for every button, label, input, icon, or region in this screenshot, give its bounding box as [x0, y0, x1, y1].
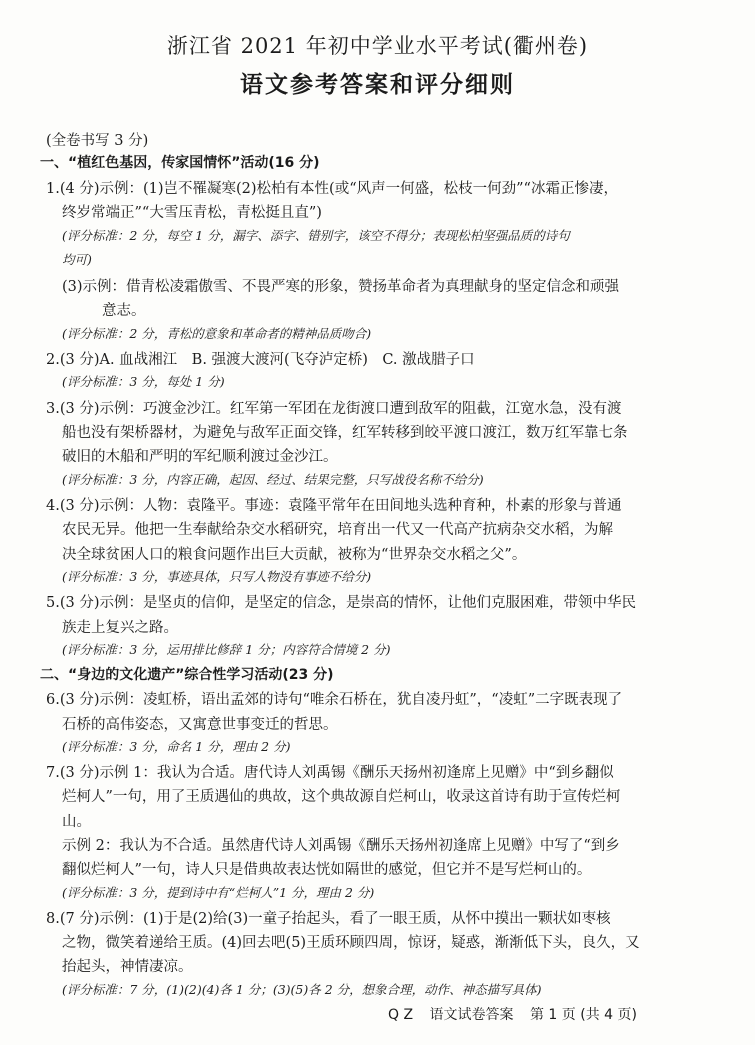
q7-example2-line-1: 示例 2：我认为不合适。虽然唐代诗人刘禹锡《酬乐天扬州初逢席上见赠》中写了“到乡	[62, 838, 620, 854]
q1-part3-standard: (评分标准：2 分，青松的意象和革命者的精神品质吻合)	[62, 326, 372, 341]
q4-line-3: 决全球贫困人口的粮食问题作出巨大贡献，被称为“世界杂交水稻之父”。	[62, 547, 527, 563]
overall-note: (全卷书写 3 分)	[46, 133, 149, 149]
q4-line-1: 4.(3 分)示例：人物：袁隆平。事迹：袁隆平常年在田间地头选种育种，朴素的形象与普通	[46, 498, 622, 514]
q1-standard-2: 均可)	[62, 252, 92, 267]
q1-line-2: 终岁常端正”“大雪压青松，青松挺且直”)	[62, 205, 322, 221]
q1-standard-1: (评分标准：2 分，每空 1 分，漏字、添字、错别字，该空不得分；表现松柏坚强品质的诗句	[62, 228, 570, 243]
q7-standard: (评分标准：3 分，提到诗中有“烂柯人”1 分，理由 2 分)	[62, 885, 375, 900]
footer-doc-name: 语文试卷答案	[429, 1007, 514, 1023]
q4-line-2: 农民无异。他把一生奉献给杂交水稻研究，培育出一代又一代高产抗病杂交水稻，为解	[62, 522, 613, 538]
footer-page-number: 第 1 页 (共 4 页)	[529, 1007, 637, 1023]
q8-line-2: 之物，微笑着递给王质。(4)回去吧(5)王质环顾四周，惊讶，疑惑，渐渐低下头，良久，又	[62, 935, 640, 951]
q7-line-2: 烂柯人”一句，用了王质遇仙的典故，这个典故源自烂柯山，收录这首诗有助于宣传烂柯	[62, 789, 621, 805]
section-heading-1: 一、“植红色基因，传家国情怀”活动(16 分)	[40, 155, 320, 171]
q3-line-2: 船也没有架桥器材，为避免与敌军正面交锋，红军转移到皎平渡口渡江，数万红军靠七条	[62, 425, 628, 441]
footer-code: Q Z	[388, 1007, 414, 1023]
section-heading-2: 二、“身边的文化遗产”综合性学习活动(23 分)	[40, 667, 334, 683]
q5-line-2: 族走上复兴之路。	[62, 620, 178, 636]
q7-example2-line-2: 翻似烂柯人”一句，诗人只是借典故表达恍如隔世的感觉，但它并不是写烂柯山的。	[62, 862, 592, 878]
q1-line-1: 1.(4 分)示例：(1)岂不罹凝寒(2)松柏有本性(或“风声一何盛，松枝一何劲”“冰霜正惨凄，	[46, 181, 618, 197]
q1-part3-line-2: 意志。	[102, 303, 146, 319]
q6-line-1: 6.(3 分)示例：凌虹桥，语出孟郊的诗句“唯余石桥在，犹自凌丹虹”，“凌虹”二字既表现了	[46, 692, 623, 708]
q2-line-1: 2.(3 分)A. 血战湘江 B. 强渡大渡河(飞夺泸定桥) C. 激战腊子口	[46, 352, 475, 368]
q8-line-3: 抬起头，神情凄凉。	[62, 959, 193, 975]
exam-title: 浙江省 2021 年初中学业水平考试(衢州卷)	[166, 34, 589, 58]
q3-line-3: 破旧的木船和严明的军纪顺利渡过金沙江。	[62, 449, 338, 465]
q7-line-1: 7.(3 分)示例 1：我认为合适。唐代诗人刘禹锡《酬乐天扬州初逢席上见赠》中“到乡翻似	[46, 765, 614, 781]
document-subtitle: 语文参考答案和评分细则	[240, 72, 515, 98]
q7-line-3: 山。	[62, 814, 91, 830]
q8-standard: (评分标准：7 分，(1)(2)(4)各 1 分；(3)(5)各 2 分，想象合理，动作、神态描写具体)	[62, 982, 542, 997]
q1-part3-line-1: (3)示例：借青松凌霜傲雪、不畏严寒的形象，赞扬革命者为真理献身的坚定信念和顽强	[62, 279, 620, 295]
q6-line-2: 石桥的高伟姿态，又寓意世事变迁的哲思。	[62, 717, 338, 733]
q5-line-1: 5.(3 分)示例：是坚贞的信仰，是坚定的信念，是崇高的情怀，让他们克服困难，带领中华民	[46, 595, 636, 611]
q2-standard: (评分标准：3 分，每处 1 分)	[62, 374, 225, 389]
page-footer	[388, 1004, 649, 1024]
q6-standard: (评分标准：3 分，命名 1 分，理由 2 分)	[62, 739, 291, 754]
q5-standard: (评分标准：3 分，运用排比修辞 1 分；内容符合情境 2 分)	[62, 642, 391, 657]
q3-standard: (评分标准：3 分，内容正确，起因、经过、结果完整，只写战役名称不给分)	[62, 472, 484, 487]
q3-line-1: 3.(3 分)示例：巧渡金沙江。红军第一军团在龙街渡口遭到敌军的阻截，江宽水急，没有渡	[46, 401, 622, 417]
q8-line-1: 8.(7 分)示例：(1)于是(2)给(3)一童子抬起头，看了一眼王质，从怀中摸出一颗状如枣核	[46, 911, 611, 927]
q4-standard: (评分标准：3 分，事迹具体，只写人物没有事迹不给分)	[62, 569, 372, 584]
